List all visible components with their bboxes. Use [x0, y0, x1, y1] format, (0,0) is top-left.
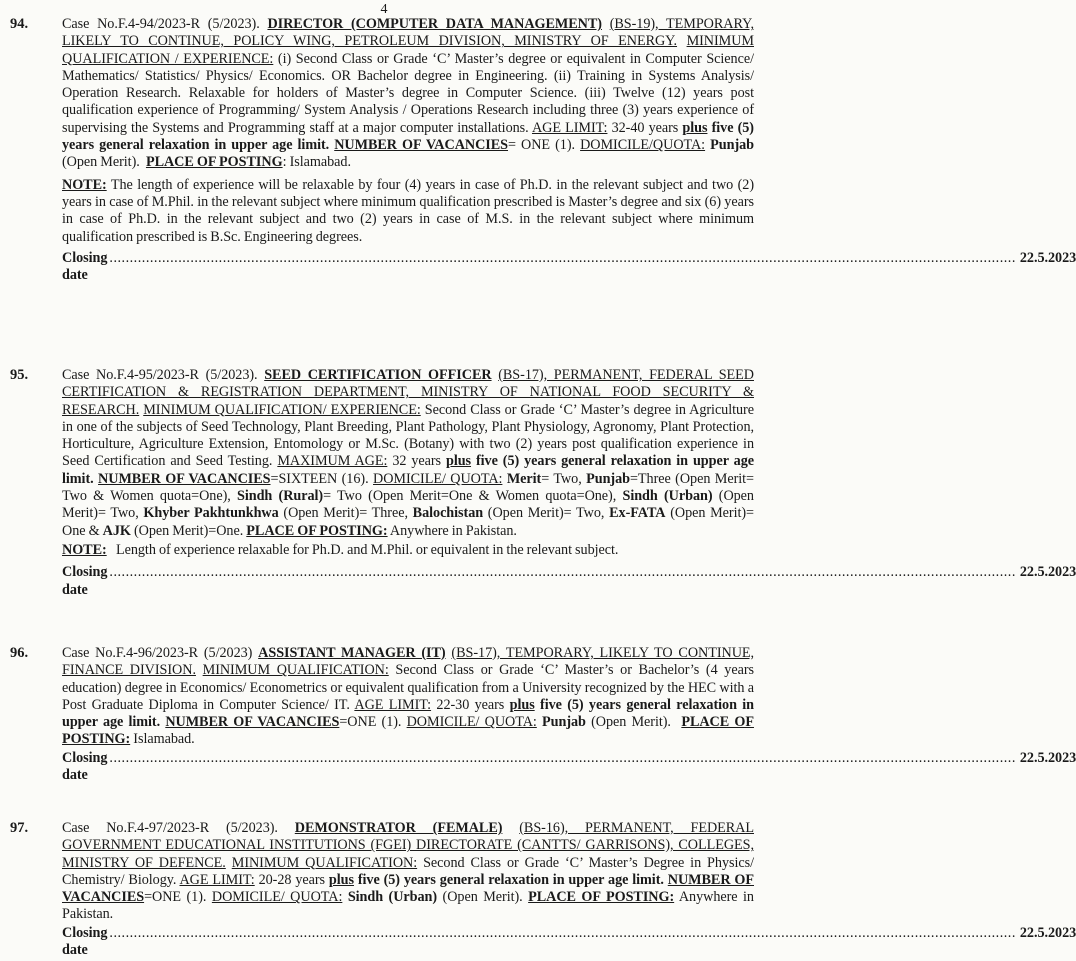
domicile-label: DOMICILE/ QUOTA: — [373, 470, 503, 487]
quota-region: Ex-FATA — [609, 505, 666, 522]
post-details: (BS-19), TEMPORARY, LIKELY TO CONTINUE, POLICY WING, PETROLEUM DIVISION, MINISTRY OF ENERGY. — [62, 16, 754, 50]
note-label: NOTE: — [62, 541, 107, 558]
vacancy-item-94 — [10, 16, 1076, 284]
post-title: DIRECTOR (COMPUTER DATA MANAGEMENT) — [267, 16, 602, 32]
domicile-text: (Open Merit). — [591, 714, 671, 731]
qualification-label: MINIMUM QUALIFICATION: — [202, 662, 389, 679]
age-text: 32 years — [392, 453, 442, 470]
vacancies-label: NUMBER OF VACANCIES — [165, 714, 340, 731]
qualification-text: Second Class or Grade ‘C’ Master’s degree in Agriculture in one of the subjects of Seed Technology, Plant Breeding, Plant Pathology, Plant Physiology, Agronomy, Plant Protection, Horticulture, Agriculture Extension, Entomology or M.Sc. (Botany) with two (2) years post qualification experience in Seed Certification and Seed Testing. — [62, 401, 754, 470]
relaxation-plus: plus — [509, 696, 535, 713]
posting-label: PLACE OF POSTING: — [528, 889, 675, 906]
item-paragraph — [62, 645, 754, 749]
closing-label: Closing date — [62, 924, 108, 959]
relaxation-text: five (5) years general relaxation in upper age limit. — [62, 696, 754, 731]
item-number: 97. — [10, 820, 29, 836]
vacancy-item-97 — [10, 820, 1076, 959]
post-title: ASSISTANT MANAGER (IT) — [258, 645, 446, 661]
posting-text: Islamabad. — [289, 154, 351, 171]
dot-leader: ................................................................................................................................................................................................................................ — [109, 564, 1016, 581]
dot-leader: ................................................................................................................................................................................................................................ — [109, 749, 1016, 766]
age-label: AGE LIMIT: — [531, 119, 608, 136]
domicile-province: Sindh (Urban) — [347, 889, 438, 906]
case-number: Case No.F.4-94/2023-R (5/2023). — [62, 16, 260, 32]
quota-value: =Three (Open Merit= Two & Women quota=One), — [62, 470, 754, 505]
domicile-text: (Open Merit). — [62, 154, 140, 171]
closing-date: 22.5.2023 — [1019, 749, 1076, 766]
post-details: (BS-17), PERMANENT, FEDERAL SEED CERTIFICATION & REGISTRATION DEPARTMENT, MINISTRY OF NATIONAL FOOD SECURITY & RESEARCH. — [62, 367, 754, 418]
vacancies-text: =ONE (1). — [339, 714, 402, 731]
vacancies-label: NUMBER OF VACANCIES — [62, 871, 754, 906]
closing-date: 22.5.2023 — [1019, 924, 1076, 941]
posting-label: PLACE OF POSTING — [145, 154, 283, 171]
relaxation-text: five (5) years general relaxation in upper age limit. — [62, 119, 754, 154]
qualification-label: MINIMUM QUALIFICATION: — [231, 854, 418, 871]
qualification-text: Second Class or Grade ‘C’ Master’s or Bachelor’s (4 years education) degree in Economics/ Econometrics or equivalent qualification from a University recognized by the HEC with a Post Graduate Diploma in Computer Science/ IT. — [62, 662, 754, 713]
relaxation-text: five (5) years general relaxation in upper age limit. — [62, 453, 754, 487]
quota-value: (Open Merit)=One. — [130, 522, 247, 539]
item-number: 95. — [10, 367, 29, 383]
case-number: Case No.F.4-97/2023-R (5/2023). — [62, 820, 278, 836]
vacancies-text: = ONE (1). — [508, 137, 575, 154]
domicile-label: DOMICILE/ QUOTA: — [406, 714, 537, 731]
page-number: 4 — [380, 2, 388, 17]
item-paragraph — [62, 16, 754, 172]
qualification-text: Second Class or Grade ‘C’ Master’s Degree in Physics/ Chemistry/ Biology. — [62, 854, 754, 888]
dot-leader: ................................................................................................................................................................................................................................ — [109, 249, 1016, 266]
posting-text: Anywhere in Pakistan. — [389, 522, 517, 539]
case-number: Case No.F.4-96/2023-R (5/2023) — [62, 645, 253, 661]
post-title: SEED CERTIFICATION OFFICER — [264, 367, 492, 383]
item-number: 96. — [10, 645, 29, 661]
dot-leader: ................................................................................................................................................................................................................................ — [109, 924, 1016, 941]
quota-region: Punjab — [586, 470, 630, 487]
qualification-label: MINIMUM QUALIFICATION/ EXPERIENCE: — [143, 401, 421, 418]
note-label: NOTE: — [62, 176, 107, 193]
closing-date-row — [62, 249, 1076, 285]
age-text: 22-30 years — [436, 696, 505, 713]
relaxation-text: five (5) years general relaxation in upper age limit. — [357, 871, 664, 888]
domicile-province: Punjab — [542, 714, 586, 731]
domicile-label: DOMICILE/QUOTA: — [580, 137, 706, 154]
post-details: (BS-17), TEMPORARY, LIKELY TO CONTINUE, FINANCE DIVISION. — [62, 645, 755, 679]
quota-value: (Open Merit)= One & — [62, 505, 755, 539]
qualification-label: MINIMUM QUALIFICATION / EXPERIENCE: — [62, 33, 754, 67]
qualification-text: (i) Second Class or Grade ‘C’ Master’s degree or equivalent in Computer Science/ Mathematics/ Statistics/ Physics/ Economics. OR Bachelor degree in Engineering. (ii) Training in Systems Analysis/ Operation Research. Relaxable for holders of Master’s degree in Computer Science. (iii) Twelve (12) years post qualification experience of Programming/ System Analysis / Operations Research including three (3) years experience of supervising the Systems and Programming staff at a major computer installations. — [62, 50, 754, 136]
note-paragraph — [62, 542, 754, 559]
closing-date: 22.5.2023 — [1019, 564, 1076, 581]
posting-text: Islamabad. — [133, 731, 195, 748]
closing-label: Closing date — [62, 564, 108, 598]
quota-region: AJK — [102, 522, 131, 539]
quota-value: = Two, — [541, 470, 587, 487]
closing-date-row — [62, 564, 1076, 599]
quota-region: Khyber Pakhtunkhwa — [143, 505, 279, 522]
vacancies-text: =SIXTEEN (16). — [270, 470, 369, 487]
vacancy-item-96 — [10, 645, 1076, 784]
case-number: Case No.F.4-95/2023-R (5/2023). — [62, 367, 258, 383]
relaxation-plus: plus — [445, 453, 472, 470]
quota-value: = Two (Open Merit=One & Women quota=One), — [323, 488, 623, 505]
posting-label: PLACE OF POSTING: — [62, 714, 754, 748]
closing-date-row — [62, 749, 1076, 785]
note-text: Length of experience relaxable for Ph.D. and M.Phil. or equivalent in the relevant subject. — [115, 541, 619, 558]
item-number: 94. — [10, 16, 29, 32]
age-label: AGE LIMIT: — [354, 696, 432, 713]
relaxation-plus: plus — [682, 119, 708, 136]
closing-date: 22.5.2023 — [1019, 249, 1076, 266]
item-paragraph — [62, 367, 754, 540]
age-text: 32-40 years — [611, 119, 679, 136]
domicile-text: (Open Merit). — [442, 889, 523, 906]
quota-region: Sindh (Rural) — [237, 488, 324, 505]
vacancies-label: NUMBER OF VACANCIES — [334, 137, 509, 154]
age-text: 20-28 years — [258, 871, 326, 888]
domicile-province: Punjab — [710, 137, 755, 154]
relaxation-plus: plus — [328, 871, 354, 888]
note-text: The length of experience will be relaxable by four (4) years in case of Ph.D. in the relevant subject and two (2) years in case of M.Phil. in the relevant subject where minimum qualification prescribed is Master’s degree and six (6) years in case of Ph.D. in the relevant subject and two (2) years in case of M.S. in the relevant subject where minimum qualification prescribed is B.Sc. Engineering degrees. — [62, 176, 755, 245]
post-title: DEMONSTRATOR (FEMALE) — [294, 820, 503, 836]
closing-label: Closing date — [62, 249, 108, 284]
post-details: (BS-16), PERMANENT, FEDERAL GOVERNMENT EDUCATIONAL INSTITUTIONS (FGEI) DIRECTORATE (CANTTS/ GARRISONS), COLLEGES, MINISTRY OF DEFENCE. — [62, 820, 754, 871]
quota-value: (Open Merit)= Two, — [62, 488, 754, 522]
posting-colon: : — [282, 154, 287, 171]
quota-region: Sindh (Urban) — [622, 488, 713, 505]
quota-region: Balochistan — [412, 505, 484, 522]
vacancies-label: NUMBER OF VACANCIES — [98, 470, 271, 487]
closing-date-row — [62, 924, 1076, 960]
posting-text: Anywhere in Pakistan. — [62, 889, 754, 923]
quota-value: (Open Merit)= Three, — [278, 505, 413, 522]
note-paragraph — [62, 177, 754, 246]
age-label: MAXIMUM AGE: — [277, 453, 388, 470]
age-label: AGE LIMIT: — [179, 871, 255, 888]
quota-value: (Open Merit)= Two, — [483, 505, 610, 522]
domicile-label: DOMICILE/ QUOTA: — [211, 889, 343, 906]
quota-region: Merit — [506, 470, 542, 487]
vacancy-item-95 — [10, 367, 1076, 599]
closing-label: Closing date — [62, 749, 108, 784]
posting-label: PLACE OF POSTING: — [246, 522, 388, 539]
item-paragraph — [62, 820, 754, 924]
vacancies-text: =ONE (1). — [144, 889, 207, 906]
